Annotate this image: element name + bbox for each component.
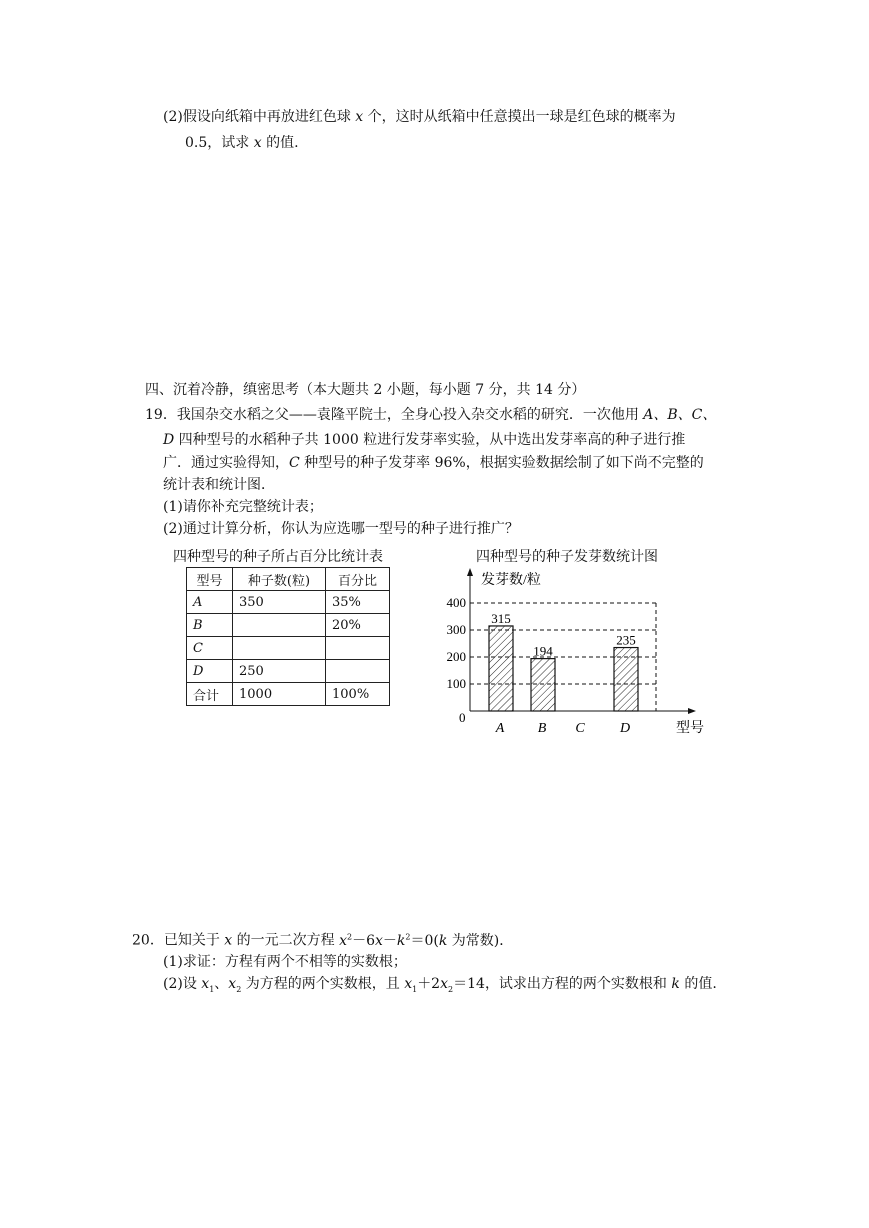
q19-sub1: (1)请你补充完整统计表；: [163, 499, 323, 515]
q20-sub1: (1)求证：方程有两个不相等的实数根；: [163, 954, 407, 970]
q19-line3: 广．通过实验得知，C 种型号的种子发芽率 96%，根据实验数据绘制了如下尚不完整的: [163, 455, 704, 471]
q20-condition-expr: $x_1+2x_2=14$: [404, 976, 485, 994]
data-label-D: 235: [616, 632, 636, 648]
q18-part2-line1: (2)假设向纸箱中再放进红色球 x 个，这时从纸箱中任意摸出一球是红色球的概率为: [163, 109, 676, 125]
section-heading: 四、沉着冷静，缜密思考（本大题共 2 小题，每小题 7 分，共 14 分）: [145, 382, 586, 398]
table-cell: [326, 660, 390, 683]
data-label-B: 194: [533, 643, 553, 659]
y-axis-arrow-icon: [467, 568, 473, 576]
q19-line2: D 四种型号的水稻种子共 1000 粒进行发芽率实验，从中选出发芽率高的种子进行推: [163, 432, 686, 448]
q20-number: 20．: [132, 932, 164, 949]
q19-line4: 统计表和统计图．: [163, 477, 275, 493]
bar-D: [614, 648, 638, 711]
table-row: [187, 683, 390, 706]
y-tick-label: 100: [446, 676, 466, 691]
chart-title: 四种型号的种子发芽数统计图: [476, 549, 658, 565]
table-row: [187, 660, 390, 683]
seed-germination-chart: [430, 566, 730, 746]
data-label-A: 315: [491, 610, 511, 626]
bar-B: [531, 659, 555, 711]
table-row: [187, 637, 390, 660]
table-cell: 35%: [326, 591, 390, 614]
table-cell: 20%: [326, 614, 390, 637]
q19-number: 19．: [145, 407, 177, 423]
table-cell: 100%: [326, 683, 390, 706]
q20-line1: 20．已知关于 x 的一元二次方程 $x^2-6x-k^2=0(k$ 为常数)．: [132, 932, 514, 949]
q18-part2-label: (2): [163, 109, 183, 125]
y-tick-label: 200: [446, 649, 466, 664]
table-cell: 1000: [233, 683, 326, 706]
table-cell: A: [187, 591, 233, 614]
table-cell: D: [187, 660, 233, 683]
q19-sub2: (2)通过计算分析，你认为应选哪一型号的种子进行推广？: [163, 521, 519, 537]
q20-sub2: (2)设 $x_1$、$x_2$ 为方程的两个实数根，且 $x_1+2x_2=14$，试求出方程的两个实数根和 k 的值.: [163, 976, 717, 994]
x-tick-label-B: B: [537, 721, 547, 736]
table-cell: B: [187, 614, 233, 637]
x-axis-arrow-icon: [688, 708, 696, 714]
table-header-cell: 型号: [187, 568, 233, 591]
x-tick-label-C: C: [575, 721, 585, 736]
table-cell: C: [187, 637, 233, 660]
table-row: [187, 591, 390, 614]
y-tick-label: 400: [446, 595, 466, 610]
x-tick-label-A: A: [495, 721, 505, 736]
table-caption: 四种型号的种子所占百分比统计表: [173, 549, 383, 565]
table-row: [187, 614, 390, 637]
origin-label: 0: [459, 710, 466, 725]
table-header-cell: 种子数(粒): [233, 568, 326, 591]
y-tick-label: 300: [446, 622, 466, 637]
q18-part2-line2: 0.5，试求 x 的值.: [185, 135, 299, 151]
x-axis-label: 型号: [676, 721, 704, 736]
stats-table: [186, 567, 390, 706]
q20-roots-expr: $x_1$、$x_2$: [201, 976, 242, 994]
table-cell: [233, 614, 326, 637]
table-cell: [326, 637, 390, 660]
table-cell: [233, 637, 326, 660]
table-header-row: [187, 568, 390, 591]
q19-line1: 19．我国杂交水稻之父——袁隆平院士，全身心投入杂交水稻的研究．一次他用 A、B、C、: [145, 407, 717, 423]
table-cell: 250: [233, 660, 326, 683]
y-axis-label: 发芽数/粒: [481, 573, 541, 588]
table-cell: 350: [233, 591, 326, 614]
table-header-cell: 百分比: [326, 568, 390, 591]
q20-equation: $x^2-6x-k^2=0(k$ 为常数)．: [339, 932, 514, 949]
x-tick-label-D: D: [619, 721, 631, 736]
table-cell: 合计: [187, 683, 233, 706]
bar-A: [489, 626, 513, 711]
